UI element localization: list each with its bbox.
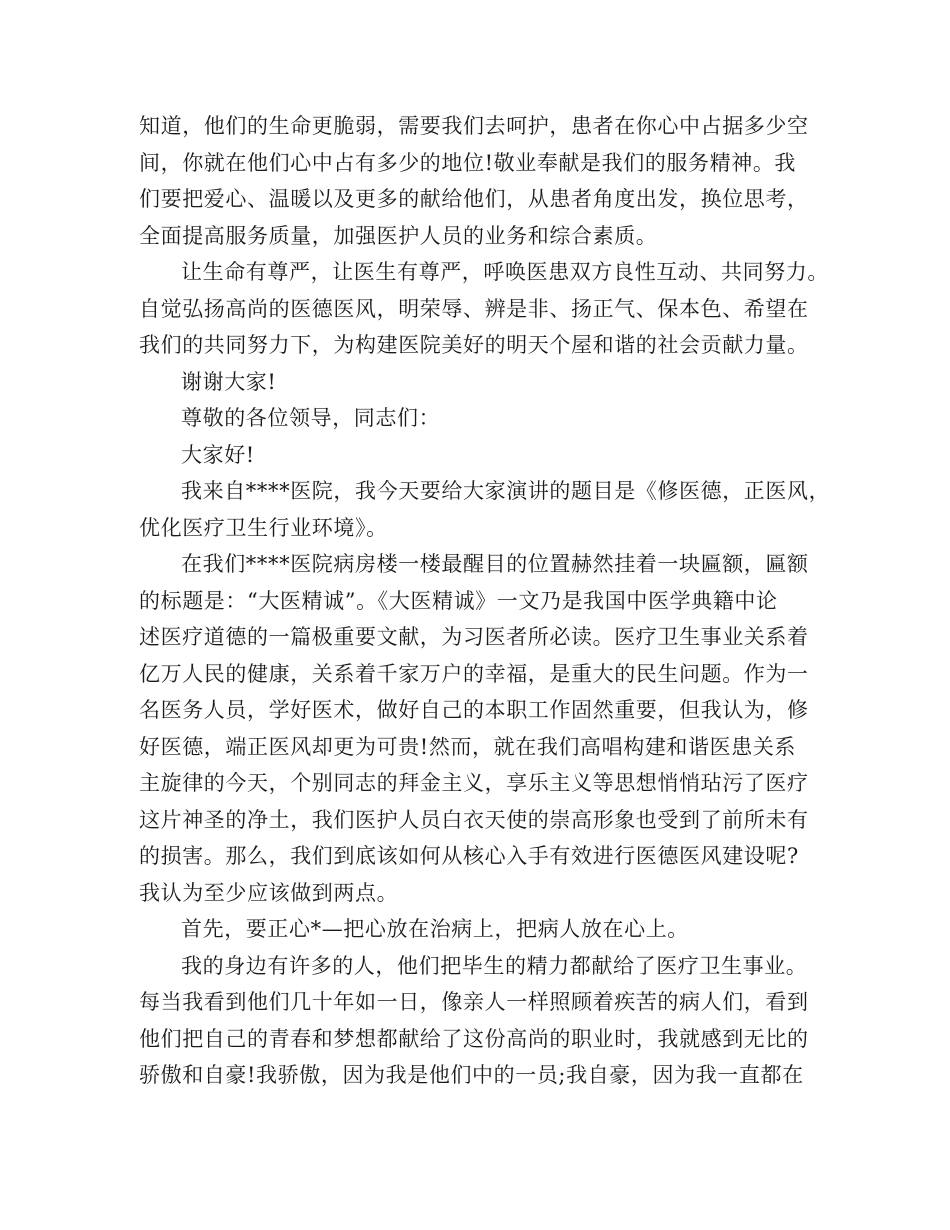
text-line: 我认为至少应该做到两点。 (139, 880, 399, 905)
text-line: 我们的共同努力下，为构建医院美好的明天个屋和谐的社会贡献力量。 (139, 333, 809, 357)
text-line: 述医疗道德的一篇极重要文献，为习医者所必读。医疗卫生事业关系着 (139, 625, 809, 649)
paragraph-start-line: 首先，要正心*—把心放在治病上，把病人放在心上。 (181, 917, 689, 941)
document-body (139, 108, 829, 1094)
paragraph-start-line: 我来自****医院，我今天要给大家演讲的题目是《修医德，正医风， (181, 479, 831, 503)
text-line: 知道，他们的生命更脆弱，需要我们去呵护，患者在你心中占据多少空 (139, 114, 809, 138)
thanks-line: 谢谢大家! (181, 369, 277, 394)
text-line: 名医务人员，学好医术，做好自己的本职工作固然重要，但我认为，修 (139, 698, 809, 722)
text-line: 的标题是：“大医精诚”。《大医精诚》一文乃是我国中医学典籍中论 (139, 588, 778, 613)
text-line: 他们把自己的青春和梦想都献给了这份高尚的职业时，我就感到无比的 (139, 1026, 809, 1051)
greeting-line: 大家好! (181, 442, 255, 467)
paragraph-start-line: 在我们****医院病房楼一楼最醒目的位置赫然挂着一块匾额，匾额 (181, 552, 809, 576)
text-line: 全面提高服务质量，加强医护人员的业务和综合素质。 (139, 223, 658, 248)
text-line: 间，你就在他们心中占有多少的地位!敬业奉献是我们的服务精神。我 (139, 150, 797, 175)
text-line: 主旋律的今天，个别同志的拜金主义，享乐主义等思想悄悄玷污了医疗 (139, 771, 809, 795)
text-line: 亿万人民的健康，关系着千家万户的幸福，是重大的民生问题。作为一 (139, 661, 809, 686)
paragraph-start-line: 让生命有尊严，让医生有尊严，呼唤医患双方良性互动、共同努力。 (181, 260, 829, 284)
text-line: 自觉弘扬高尚的医德医风，明荣辱、辨是非、扬正气、保本色、希望在 (139, 296, 809, 321)
paragraph-start-line: 我的身边有许多的人，他们把毕生的精力都献给了医疗卫生事业。 (181, 953, 808, 978)
text-line: 每当我看到他们几十年如一日，像亲人一样照顾着疾苦的病人们，看到 (139, 990, 809, 1014)
text-line: 这片神圣的净土，我们医护人员白衣天使的崇高形象也受到了前所未有 (139, 807, 809, 832)
text-line: 的损害。那么，我们到底该如何从核心入手有效进行医德医风建设呢? (139, 844, 799, 868)
text-line: 们要把爱心、温暖以及更多的献给他们，从患者角度出发，换位思考， (139, 187, 809, 211)
text-line: 好医德，端正医风却更为可贵!然而，就在我们高唱构建和谐医患关系 (139, 734, 797, 759)
salutation-line: 尊敬的各位领导，同志们： (181, 406, 441, 430)
text-line: 优化医疗卫生行业环境》。 (139, 515, 388, 540)
text-line: 骄傲和自豪!我骄傲，因为我是他们中的一员;我自豪，因为我一直都在 (139, 1063, 804, 1087)
